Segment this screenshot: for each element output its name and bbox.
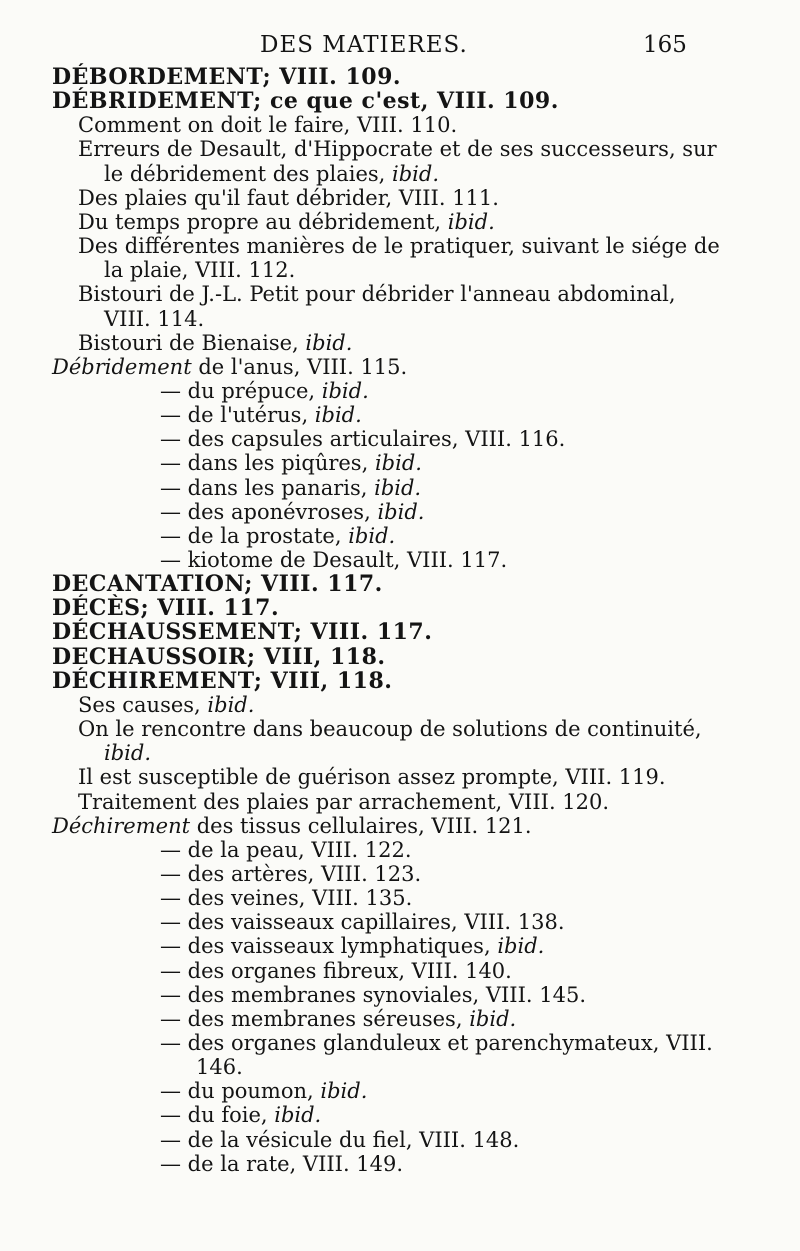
index-entry: le débridement des plaies, ibid.: [104, 162, 440, 186]
index-entry: Il est susceptible de guérison assez prompte, VIII. 119.: [78, 765, 666, 789]
index-entry: — de la rate, VIII. 149.: [160, 1152, 404, 1176]
index-entry: Erreurs de Desault, d'Hippocrate et de ses successeurs, sur: [78, 137, 717, 161]
index-entry: Des plaies qu'il faut débrider, VIII. 111.: [78, 186, 499, 210]
index-entry: — des organes glanduleux et parenchymateux, VIII.: [160, 1031, 713, 1055]
index-entry: DÉCHAUSSEMENT; VIII. 117.: [52, 619, 433, 645]
index-entry: — kiotome de Desault, VIII. 117.: [160, 548, 508, 572]
index-entry: DECANTATION; VIII. 117.: [52, 571, 383, 597]
index-entry: Traitement des plaies par arrachement, VIII. 120.: [78, 790, 610, 814]
index-entry: — de la prostate, ibid.: [160, 524, 396, 548]
index-entry: — de l'utérus, ibid.: [160, 403, 362, 427]
page-header: [0, 30, 800, 66]
index-entry: DECHAUSSOIR; VIII, 118.: [52, 644, 386, 670]
index-entry: Des différentes manières de le pratiquer, suivant le siége de: [78, 234, 720, 258]
page-number: 165: [643, 32, 687, 58]
index-entry: 146.: [196, 1055, 243, 1079]
index-entry: — des organes fibreux, VIII. 140.: [160, 959, 512, 983]
index-entry: DÉBORDEMENT; VIII. 109.: [52, 64, 402, 90]
index-entry: ibid.: [104, 741, 151, 765]
index-entry: — des vaisseaux capillaires, VIII. 138.: [160, 910, 565, 934]
running-title: DES MATIERES.: [260, 32, 468, 58]
index-entry: Bistouri de J.-L. Petit pour débrider l'anneau abdominal,: [78, 282, 676, 306]
index-entry: — des artères, VIII. 123.: [160, 862, 422, 886]
index-entry: — des veines, VIII. 135.: [160, 886, 413, 910]
index-entry: Comment on doit le faire, VIII. 110.: [78, 113, 458, 137]
index-entry: DÉCHIREMENT; VIII, 118.: [52, 668, 393, 694]
index-entry: On le rencontre dans beaucoup de solutions de continuité,: [78, 717, 702, 741]
index-entry: DÉBRIDEMENT; ce que c'est, VIII. 109.: [52, 88, 559, 114]
index-entry: Ses causes, ibid.: [78, 693, 255, 717]
index-entry: — de la peau, VIII. 122.: [160, 838, 412, 862]
index-entry: — des capsules articulaires, VIII. 116.: [160, 427, 566, 451]
index-entry: — dans les piqûres, ibid.: [160, 451, 422, 475]
index-entry: — des vaisseaux lymphatiques, ibid.: [160, 934, 545, 958]
index-entry: — du prépuce, ibid.: [160, 379, 369, 403]
index-entry: — dans les panaris, ibid.: [160, 476, 422, 500]
index-entry: — de la vésicule du fiel, VIII. 148.: [160, 1128, 520, 1152]
index-entry: DÉCÈS; VIII. 117.: [52, 595, 280, 621]
index-entry: la plaie, VIII. 112.: [104, 258, 296, 282]
index-entry: VIII. 114.: [104, 307, 205, 331]
index-entry: Bistouri de Bienaise, ibid.: [78, 331, 353, 355]
index-entry: Déchirement des tissus cellulaires, VIII. 121.: [52, 814, 532, 838]
index-entry: — des membranes synoviales, VIII. 145.: [160, 983, 586, 1007]
index-entry: — des membranes séreuses, ibid.: [160, 1007, 517, 1031]
index-entry: — du foie, ibid.: [160, 1103, 322, 1127]
index-entry: Débridement de l'anus, VIII. 115.: [52, 355, 408, 379]
index-entry: — du poumon, ibid.: [160, 1079, 368, 1103]
index-entry: — des aponévroses, ibid.: [160, 500, 425, 524]
index-entry: Du temps propre au débridement, ibid.: [78, 210, 495, 234]
